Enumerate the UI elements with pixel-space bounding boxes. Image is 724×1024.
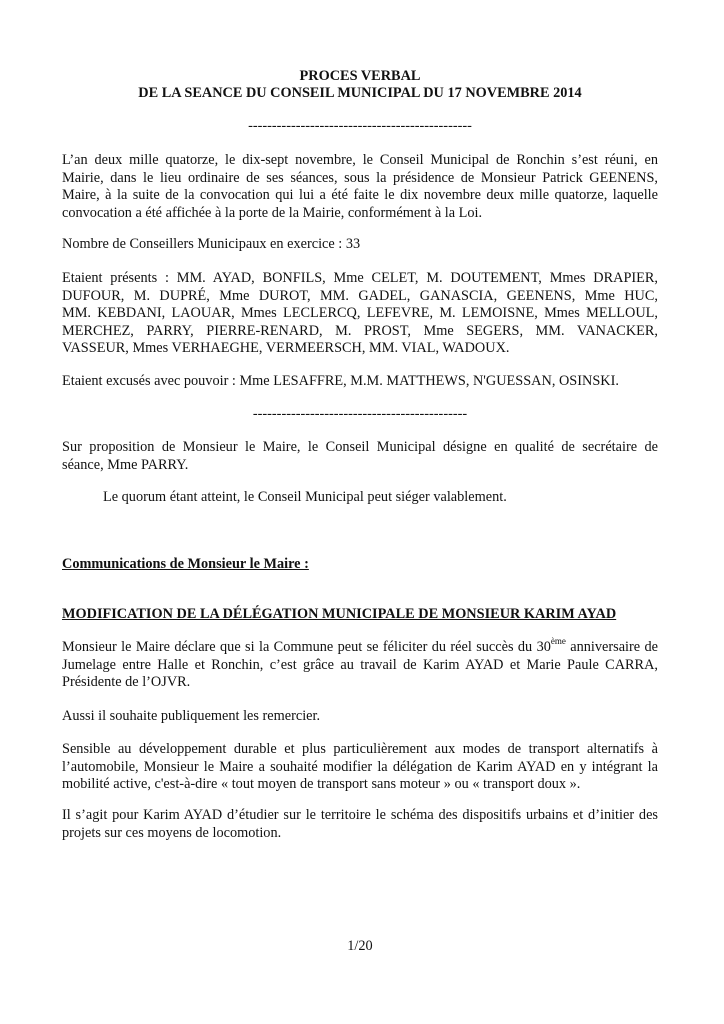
intro-line: convocation a été affichée à la porte de la Mairie, conformément à la Loi. (62, 204, 483, 221)
etude-line: Il s’agit pour Karim AYAD d’étudier sur le territoire le schéma des dispositifs urbains et d’initier des (62, 807, 658, 823)
secretaire-line: Sur proposition de Monsieur le Maire, le Conseil Municipal désigne en qualité de secrétaire de (62, 439, 658, 455)
page-number: 1/20 (347, 938, 373, 954)
jumelage-line: Jumelage entre Halle et Ronchin, c’est grâce au travail de Karim AYAD et Marie Paule CARRA, (62, 656, 658, 673)
separator-2: --------------------------------------------- (252, 406, 468, 422)
intro-line: L’an deux mille quatorze, le dix-sept novembre, le Conseil Municipal de Ronchin s’est réuni, en (62, 152, 658, 168)
title-line-2: DE LA SEANCE DU CONSEIL MUNICIPAL DU 17 NOVEMBRE 2014 (138, 85, 582, 101)
intro-line: Mairie, dans le lieu ordinaire de ses séances, sous la présidence de Monsieur Patrick GEENENS, (62, 169, 658, 186)
presents-line: MERCHEZ, PARRY, PIERRE-RENARD, M. PROST, Mme SEGERS, MM. VANACKER, (62, 322, 658, 339)
jumelage-line-1-end: anniversaire de (565, 639, 658, 655)
secretaire-paragraph (62, 439, 658, 474)
presents-line: VASSEUR, Mmes VERHAEGHE, VERMEERSCH, MM. VIAL, WADOUX. (62, 340, 510, 356)
jumelage-line-1-text: Monsieur le Maire déclare que si la Commune peut se féliciter du réel succès du 30 (62, 639, 551, 655)
mobilite-paragraph (62, 741, 658, 794)
intro-line: Maire, à la suite de la convocation qui lui a été faite le dix novembre deux mille quatorze, laquelle (62, 187, 658, 203)
presents-line: Etaient présents : MM. AYAD, BONFILS, Mme CELET, M. DOUTEMENT, Mmes DRAPIER, (62, 270, 658, 286)
remerciements-line: Aussi il souhaite publiquement les remercier. (62, 708, 321, 724)
title-line-1: PROCES VERBAL (299, 68, 421, 84)
conseillers-count: Nombre de Conseillers Municipaux en exercice : 33 (62, 236, 361, 252)
jumelage-paragraph (62, 636, 658, 692)
presents-paragraph (62, 270, 658, 358)
presents-line: MM. KEBDANI, LAOUAR, Mmes LECLERCQ, LEFEVRE, M. LEMOISNE, Mmes MELLOUL, (62, 305, 658, 321)
excuses-line: Etaient excusés avec pouvoir : Mme LESAFFRE, M.M. MATTHEWS, N'GUESSAN, OSINSKI. (62, 373, 619, 389)
etude-paragraph (62, 807, 658, 842)
intro-paragraph (62, 152, 658, 222)
etude-line: projets sur ces moyens de locomotion. (62, 824, 282, 841)
ordinal-superscript: ème (550, 636, 566, 647)
communications-heading: Communications de Monsieur le Maire : (62, 556, 309, 572)
mobilite-line: mobilité active, c'est-à-dire « tout moyen de transport sans moteur » ou « transport doux ». (62, 776, 581, 792)
quorum-line: Le quorum étant atteint, le Conseil Municipal peut siéger valablement. (103, 489, 507, 505)
secretaire-line: séance, Mme PARRY. (62, 456, 189, 473)
separator: ----------------------------------------------- (248, 118, 472, 134)
jumelage-line-1 (62, 636, 658, 657)
jumelage-line: Présidente de l’OJVR. (62, 674, 191, 690)
section-title: MODIFICATION DE LA DÉLÉGATION MUNICIPALE DE MONSIEUR KARIM AYAD (62, 606, 617, 622)
presents-line: DUFOUR, M. DUPRÉ, Mme DUROT, MM. GADEL, GANASCIA, GEENENS, Mme HUC, (62, 287, 658, 304)
mobilite-line: l’automobile, Monsieur le Maire a souhaité modifier la délégation de Karim AYAD en y intégrant la (62, 758, 658, 775)
mobilite-line: Sensible au développement durable et plus particulièrement aux modes de transport alternatifs à (62, 741, 658, 757)
